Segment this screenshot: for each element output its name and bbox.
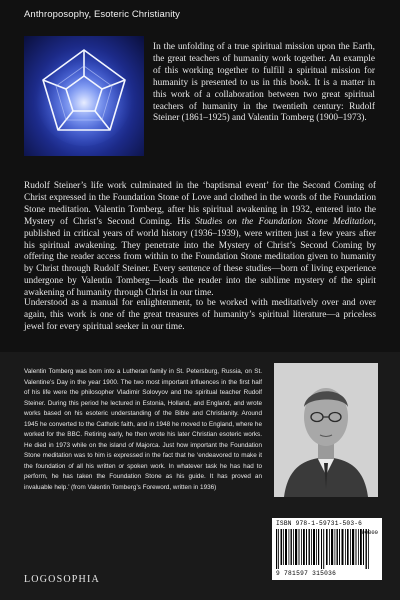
publisher-logo: LOGOSOPHIA (24, 574, 100, 585)
book-title: Studies on the Foundation Stone Meditation (195, 216, 374, 227)
description-paragraph-2: Understood as a manual for enlightenment, to be worked with meditatively over and over again, this work is one of the great treasures of humanity’s spiritual literature—a priceless jewel for every spiritual seeker in our time. (24, 298, 376, 332)
dodecahedron-image (24, 36, 144, 156)
isbn-text: ISBN 978-1-59731-503-6 (276, 520, 363, 527)
intro-paragraph: In the unfolding of a true spiritual mission upon the Earth, the great teachers of humanity work together. An example of this working together to fulfill a spiritual mission for humanity is presented to us in this book. It is a matter in this work of a collaboration between two great spiritual teachers of humanity in the twentieth century: Rudolf Steiner (1861–1925) and Valentin Tomberg (1900–1973). (153, 42, 375, 124)
description-paragraph-1: Rudolf Steiner’s life work culminated in the ‘baptismal event’ for the Second Coming of Christ expressed in the Foundation Stone of Love and clothed in the words of the Foundation Stone meditation. Valentin Tomberg, after his spiritual awakening in 1932, entered into the Mystery of Christ’s Second Coming. His Studies on the Foundation Stone Meditation, published in critical years of world history (1936–1939), were written just a few years after his spiritual awakening. They penetrate into the Mystery of Christ’s Second Coming by offering the reader access from within to the Foundation Stone meditation given to humanity by Christ through Rudolf Steiner. Every sentence of these studies—born of living experience undergone by Valentin Tomberg—leads the reader into the sublime mystery of the spirit awakening of humanity through Christ in our time. (24, 181, 376, 299)
author-photo (274, 363, 378, 497)
isbn-barcode (272, 518, 382, 580)
category-label: Anthroposophy, Esoteric Christianity (24, 9, 181, 20)
price-code: 90000 (361, 529, 378, 536)
barcode-number: 9 781597 315036 (276, 570, 337, 577)
author-bio: Valentin Tomberg was born into a Lutheran family in St. Petersburg, Russia, on St. Valentine’s Day in the year 1900. The two most important influences in the first half of his life were the philosopher Vladimir Solovyov and the spiritual teacher Rudolf Steiner. During this period he lectured in Estonia, Holland, and England, and wrote works based on his esoteric understanding of the Bible and Christianity. Around 1945 he converted to the Catholic faith, and in 1948 he moved to England, where he worked for the BBC. Retiring early, he then wrote his later Christian esoteric works. He died in 1973 while on the island of Majorca. Just how important the Foundation Stone meditation was to him is expressed in the fact that he ‘endeavored to make it the foundation of all his written or spoken work. In whatever task he has had to perform, he has taken the Foundation Stone as his guide. It has proved an invaluable help.’ (from Valentin Tomberg’s Foreword, written in 1936) (24, 368, 262, 491)
